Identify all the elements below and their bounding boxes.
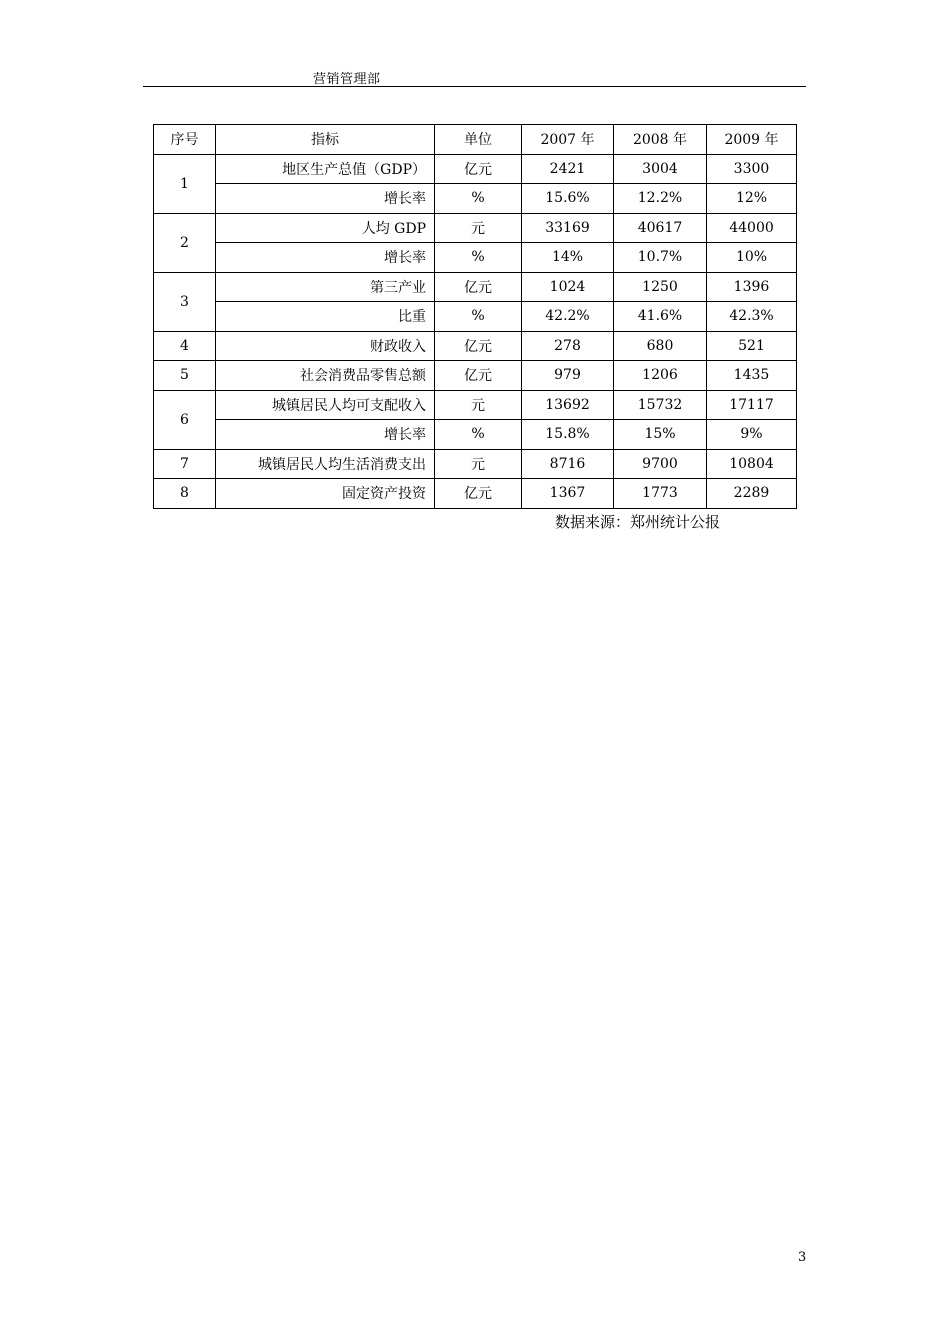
value-2007-cell: 33169 [522, 213, 614, 243]
unit-cell: % [435, 420, 522, 450]
data-source-note: 数据来源：郑州统计公报 [555, 513, 721, 531]
value-2008-cell: 15732 [614, 390, 707, 420]
value-2008-cell: 1250 [614, 272, 707, 302]
indicator-cell: 增长率 [216, 243, 435, 273]
indicator-cell: 地区生产总值（GDP） [216, 154, 435, 184]
unit-cell: 亿元 [435, 272, 522, 302]
indicator-cell: 财政收入 [216, 331, 435, 361]
value-2008-cell: 12.2% [614, 184, 707, 214]
table-row [154, 361, 797, 391]
column-header: 指标 [216, 125, 435, 155]
value-2007-cell: 1024 [522, 272, 614, 302]
row-number-cell: 2 [154, 213, 216, 272]
row-number-cell: 6 [154, 390, 216, 449]
indicator-cell: 增长率 [216, 184, 435, 214]
statistics-table [153, 124, 797, 509]
value-2009-cell: 2289 [707, 479, 797, 509]
row-number-cell: 1 [154, 154, 216, 213]
row-number-cell: 3 [154, 272, 216, 331]
value-2009-cell: 17117 [707, 390, 797, 420]
value-2007-cell: 15.8% [522, 420, 614, 450]
indicator-cell: 增长率 [216, 420, 435, 450]
column-header: 2009 年 [707, 125, 797, 155]
unit-cell: 亿元 [435, 361, 522, 391]
value-2009-cell: 12% [707, 184, 797, 214]
unit-cell: 亿元 [435, 154, 522, 184]
value-2009-cell: 10% [707, 243, 797, 273]
indicator-cell: 城镇居民人均生活消费支出 [216, 449, 435, 479]
value-2009-cell: 3300 [707, 154, 797, 184]
value-2008-cell: 9700 [614, 449, 707, 479]
value-2007-cell: 15.6% [522, 184, 614, 214]
unit-cell: 亿元 [435, 331, 522, 361]
value-2008-cell: 680 [614, 331, 707, 361]
indicator-cell: 社会消费品零售总额 [216, 361, 435, 391]
value-2009-cell: 9% [707, 420, 797, 450]
indicator-cell: 固定资产投资 [216, 479, 435, 509]
table-body [154, 154, 797, 508]
value-2009-cell: 521 [707, 331, 797, 361]
column-header: 单位 [435, 125, 522, 155]
row-number-cell: 5 [154, 361, 216, 391]
page-header-title: 营销管理部 [313, 72, 381, 87]
unit-cell: 元 [435, 449, 522, 479]
table-row [154, 420, 797, 450]
column-header: 2008 年 [614, 125, 707, 155]
indicator-cell: 城镇居民人均可支配收入 [216, 390, 435, 420]
table-row [154, 302, 797, 332]
row-number-cell: 8 [154, 479, 216, 509]
value-2007-cell: 13692 [522, 390, 614, 420]
value-2009-cell: 1435 [707, 361, 797, 391]
header-divider [143, 86, 806, 87]
indicator-cell: 比重 [216, 302, 435, 332]
value-2008-cell: 10.7% [614, 243, 707, 273]
unit-cell: 元 [435, 390, 522, 420]
table-row [154, 390, 797, 420]
indicator-cell: 第三产业 [216, 272, 435, 302]
table-row [154, 272, 797, 302]
value-2008-cell: 15% [614, 420, 707, 450]
value-2007-cell: 2421 [522, 154, 614, 184]
value-2008-cell: 3004 [614, 154, 707, 184]
value-2007-cell: 8716 [522, 449, 614, 479]
table-row [154, 213, 797, 243]
value-2007-cell: 979 [522, 361, 614, 391]
unit-cell: 元 [435, 213, 522, 243]
table-row [154, 154, 797, 184]
value-2009-cell: 1396 [707, 272, 797, 302]
unit-cell: % [435, 243, 522, 273]
table-row [154, 184, 797, 214]
unit-cell: % [435, 302, 522, 332]
unit-cell: % [435, 184, 522, 214]
value-2009-cell: 10804 [707, 449, 797, 479]
table-row [154, 331, 797, 361]
row-number-cell: 7 [154, 449, 216, 479]
column-header: 2007 年 [522, 125, 614, 155]
value-2008-cell: 1206 [614, 361, 707, 391]
value-2007-cell: 14% [522, 243, 614, 273]
value-2009-cell: 44000 [707, 213, 797, 243]
unit-cell: 亿元 [435, 479, 522, 509]
value-2007-cell: 278 [522, 331, 614, 361]
table-row [154, 479, 797, 509]
value-2007-cell: 1367 [522, 479, 614, 509]
page-number: 3 [798, 1250, 807, 1265]
table-row [154, 449, 797, 479]
value-2008-cell: 1773 [614, 479, 707, 509]
value-2009-cell: 42.3% [707, 302, 797, 332]
table-row [154, 243, 797, 273]
value-2008-cell: 41.6% [614, 302, 707, 332]
column-header: 序号 [154, 125, 216, 155]
row-number-cell: 4 [154, 331, 216, 361]
table-header-row [154, 125, 797, 155]
value-2007-cell: 42.2% [522, 302, 614, 332]
value-2008-cell: 40617 [614, 213, 707, 243]
indicator-cell: 人均 GDP [216, 213, 435, 243]
